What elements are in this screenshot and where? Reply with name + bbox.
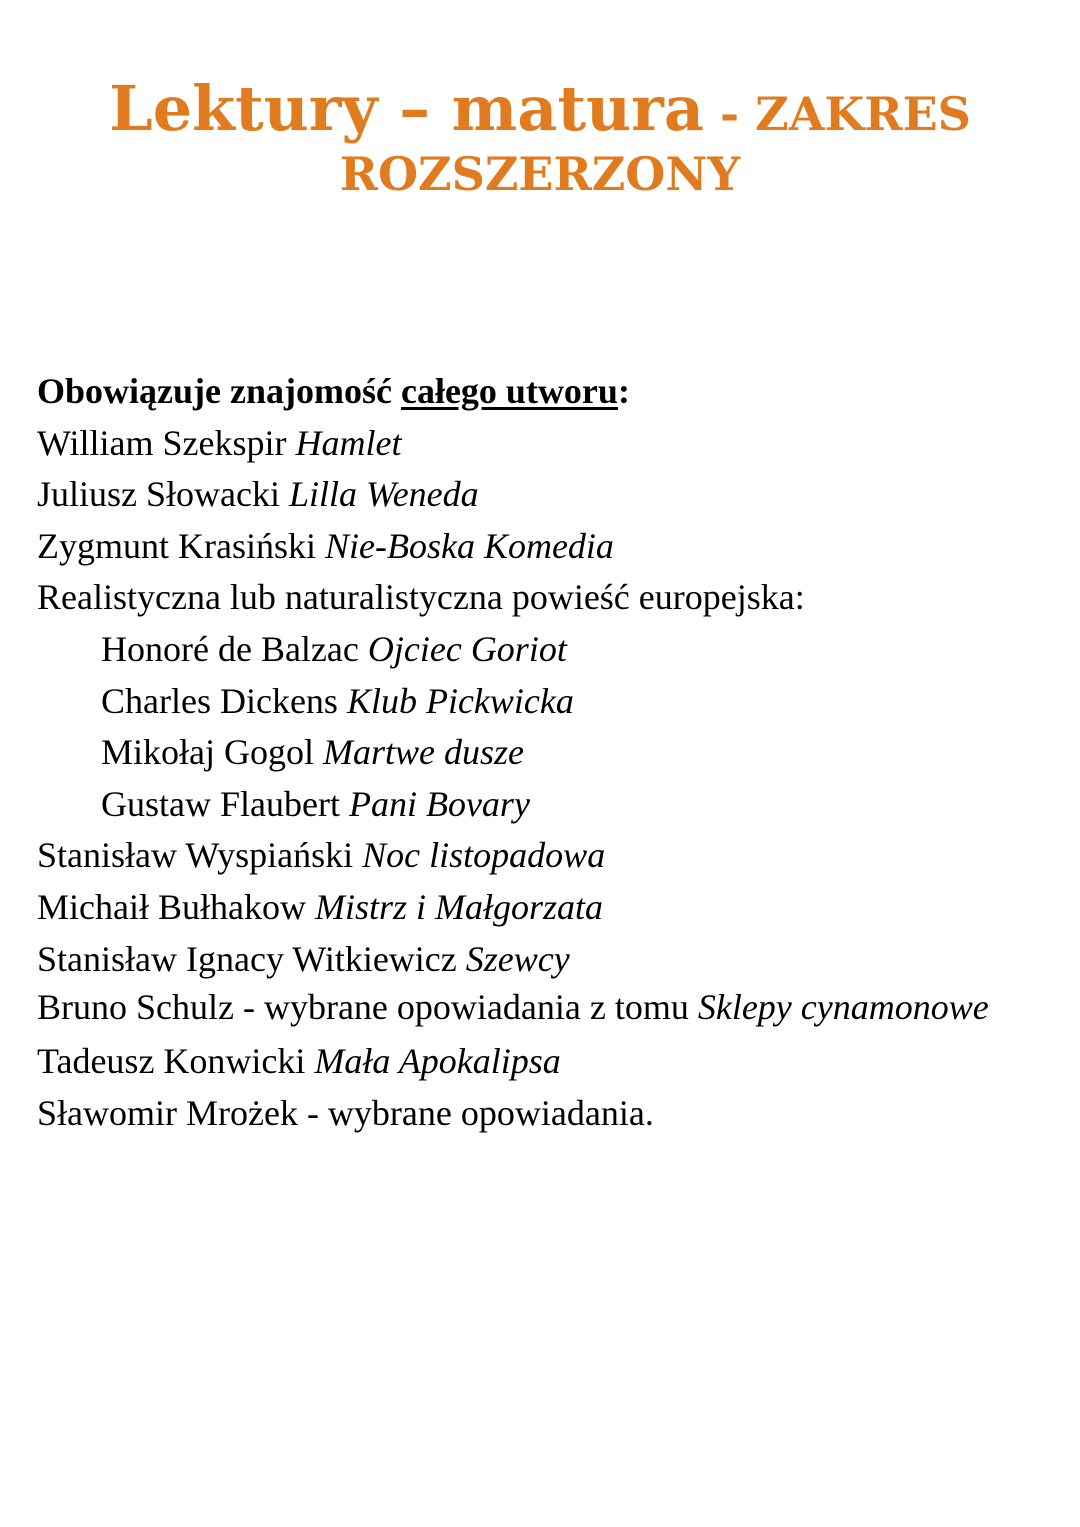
title-line-2: ROZSZERZONY bbox=[339, 147, 741, 202]
work-title: Pani Bovary bbox=[348, 783, 530, 824]
author: Gustaw Flaubert bbox=[101, 783, 349, 824]
work-title: Szewcy bbox=[465, 938, 570, 979]
list-item: Sławomir Mrożek - wybrane opowiadania. bbox=[37, 1092, 654, 1133]
heading-underlined: całego utworu bbox=[400, 371, 618, 411]
author: Stanisław Wyspiański bbox=[37, 835, 363, 876]
author: Honoré de Balzac bbox=[101, 628, 368, 669]
work-title: Nie-Boska Komedia bbox=[324, 525, 614, 566]
reading-list bbox=[37, 366, 1047, 1139]
work-title: Ojciec Goriot bbox=[367, 628, 567, 669]
author: Tadeusz Konwicki bbox=[37, 1041, 315, 1082]
list-item bbox=[37, 469, 1047, 521]
work-title: Mistrz i Małgorzata bbox=[314, 886, 604, 927]
heading-prefix: Obowiązuje znajomość bbox=[37, 371, 401, 411]
section-heading bbox=[37, 366, 1047, 418]
heading-suffix: : bbox=[617, 371, 630, 411]
author: Juliusz Słowacki bbox=[37, 474, 289, 515]
work-title: Lilla Weneda bbox=[288, 474, 479, 515]
list-item bbox=[37, 418, 1047, 470]
list-item bbox=[37, 934, 1047, 986]
author: Stanisław Ignacy Witkiewicz bbox=[37, 938, 466, 979]
list-item bbox=[37, 1036, 1047, 1088]
list-item-sub bbox=[37, 727, 1047, 779]
author: Mikołaj Gogol bbox=[101, 732, 323, 773]
list-item-sub bbox=[37, 676, 1047, 728]
title-scope: ZAKRES bbox=[755, 87, 971, 141]
list-item bbox=[37, 521, 1047, 573]
page-title bbox=[0, 72, 1080, 201]
list-item bbox=[37, 830, 1047, 882]
list-item-group-label: Realistyczna lub naturalistyczna powieść europejska: bbox=[37, 577, 805, 618]
work-title: Sklepy cynamonowe bbox=[697, 987, 989, 1028]
list-item bbox=[37, 985, 1047, 1029]
list-item bbox=[37, 882, 1047, 934]
author: William Szekspir bbox=[37, 422, 296, 463]
title-line-1 bbox=[0, 72, 1080, 145]
title-main: Lektury – matura bbox=[109, 72, 704, 145]
work-title: Noc listopadowa bbox=[362, 835, 606, 876]
work-title: Martwe dusze bbox=[323, 732, 524, 773]
work-title: Mała Apokalipsa bbox=[314, 1041, 561, 1082]
list-item-sub bbox=[37, 779, 1047, 831]
author: Zygmunt Krasiński bbox=[37, 525, 325, 566]
author: Bruno Schulz - wybrane opowiadania z tomu bbox=[37, 987, 698, 1028]
work-title: Klub Pickwicka bbox=[346, 680, 574, 721]
author: Michaił Bułhakow bbox=[37, 886, 315, 927]
list-item-sub bbox=[37, 624, 1047, 676]
work-title: Hamlet bbox=[295, 422, 402, 463]
title-separator: - bbox=[704, 87, 756, 141]
author: Charles Dickens bbox=[101, 680, 347, 721]
